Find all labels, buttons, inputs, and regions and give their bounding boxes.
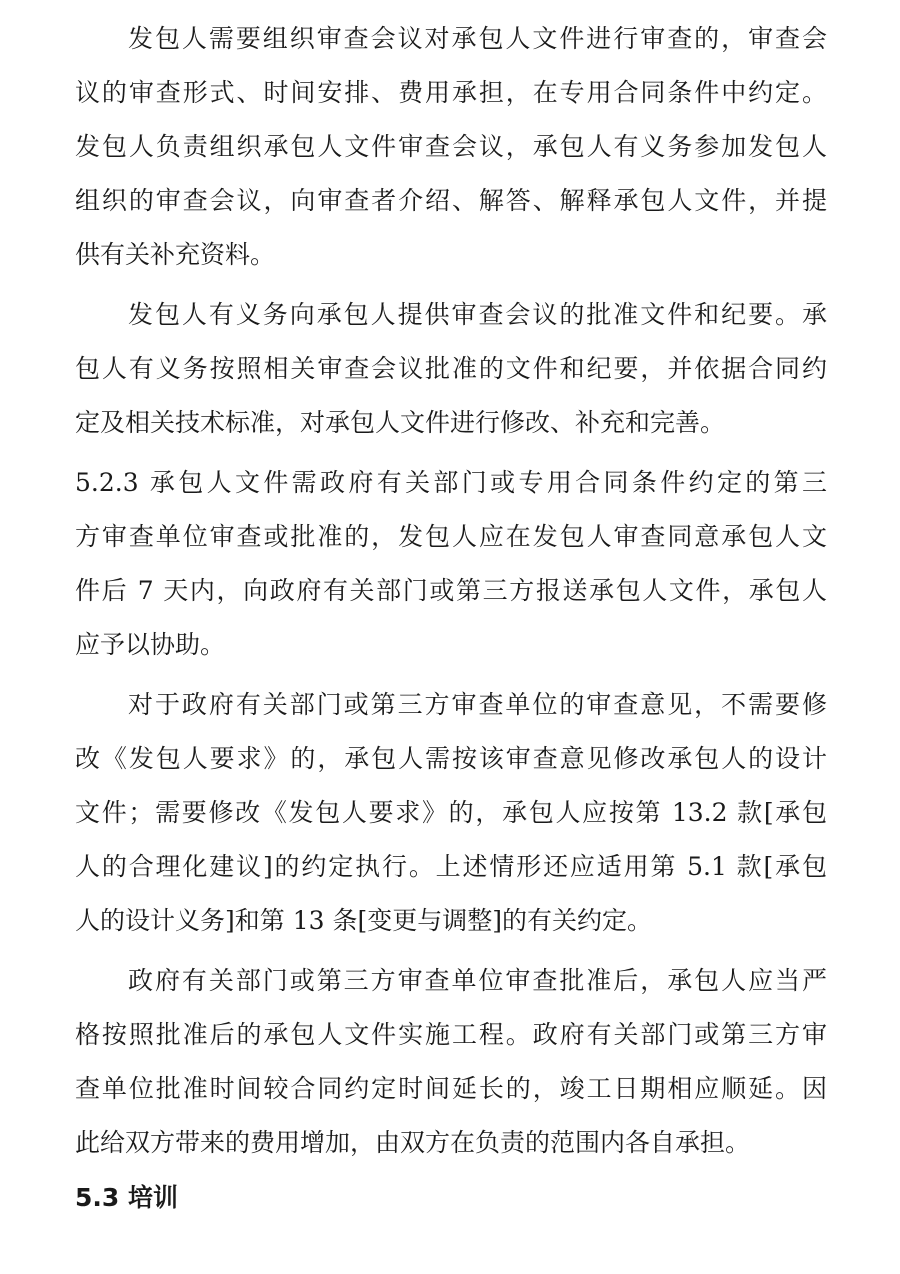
text-line: 文件；需要修改《发包人要求》的，承包人应按第 13.2 款[承包 — [75, 798, 827, 827]
section-heading: 5.3 培训 — [75, 1183, 178, 1212]
text-line: 议的审查形式、时间安排、费用承担，在专用合同条件中约定。 — [75, 78, 827, 107]
text-line: 人的合理化建议]的约定执行。上述情形还应适用第 5.1 款[承包 — [75, 852, 827, 881]
paragraph — [75, 954, 827, 1170]
text-line: 发包人有义务向承包人提供审查会议的批准文件和纪要。承 — [128, 300, 827, 329]
text-line: 人的设计义务]和第 13 条[变更与调整]的有关约定。 — [75, 906, 652, 935]
text-line: 件后 7 天内，向政府有关部门或第三方报送承包人文件，承包人 — [75, 576, 827, 605]
text-line: 格按照批准后的承包人文件实施工程。政府有关部门或第三方审 — [75, 1020, 827, 1049]
text-line: 改《发包人要求》的，承包人需按该审查意见修改承包人的设计 — [75, 744, 827, 773]
text-line: 查单位批准时间较合同约定时间延长的，竣工日期相应顺延。因 — [75, 1074, 827, 1103]
paragraph — [75, 678, 827, 948]
text-line: 供有关补充资料。 — [75, 240, 276, 269]
paragraph — [75, 288, 827, 450]
text-line: 此给双方带来的费用增加，由双方在负责的范围内各自承担。 — [75, 1128, 751, 1157]
text-line: 发包人负责组织承包人文件审查会议，承包人有义务参加发包人 — [75, 132, 827, 161]
text-line: 包人有义务按照相关审查会议批准的文件和纪要，并依据合同约 — [75, 354, 827, 383]
text-line: 方审查单位审查或批准的，发包人应在发包人审查同意承包人文 — [75, 522, 827, 551]
paragraph — [75, 12, 827, 282]
text-line: 定及相关技术标准，对承包人文件进行修改、补充和完善。 — [75, 408, 726, 437]
text-line: 政府有关部门或第三方审查单位审查批准后，承包人应当严 — [128, 966, 827, 995]
text-line: 应予以协助。 — [75, 630, 226, 659]
text-line: 对于政府有关部门或第三方审查单位的审查意见，不需要修 — [128, 690, 827, 719]
document-body — [75, 12, 827, 1176]
text-line: 5.2.3 承包人文件需政府有关部门或专用合同条件约定的第三 — [75, 468, 827, 497]
text-line: 发包人需要组织审查会议对承包人文件进行审查的，审查会 — [128, 24, 827, 53]
text-line: 组织的审查会议，向审查者介绍、解答、解释承包人文件，并提 — [75, 186, 827, 215]
paragraph — [75, 456, 827, 672]
